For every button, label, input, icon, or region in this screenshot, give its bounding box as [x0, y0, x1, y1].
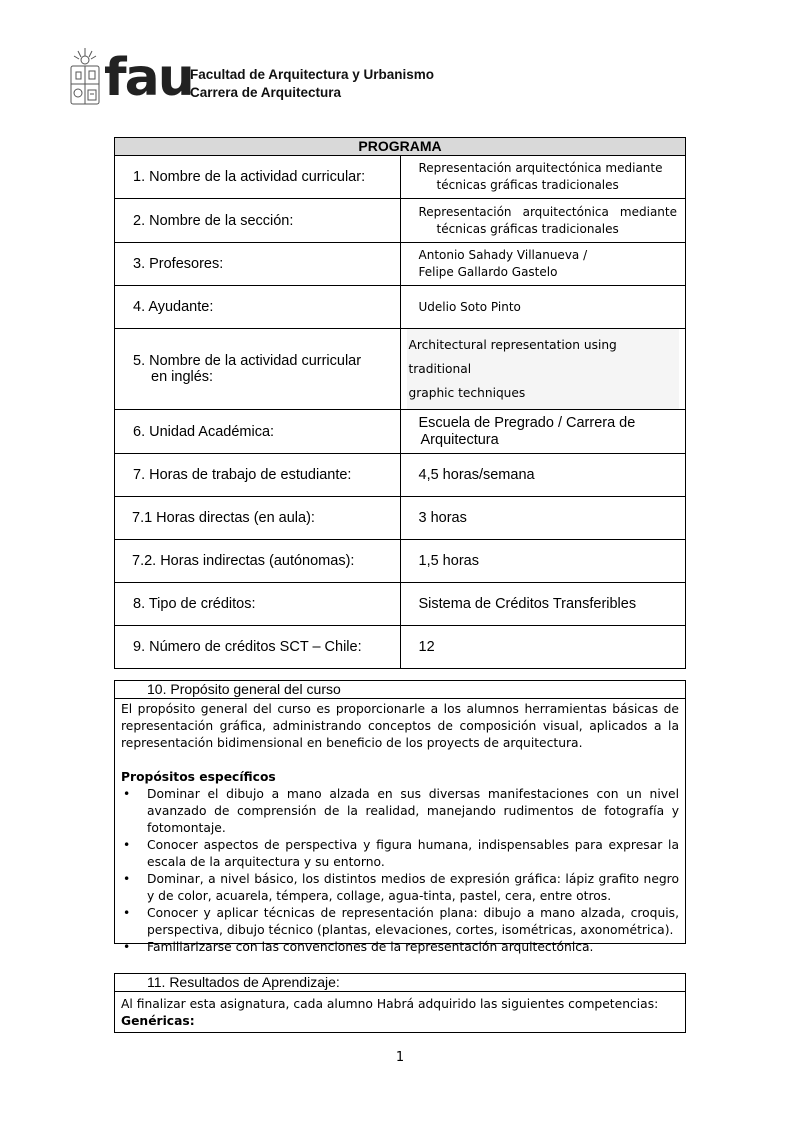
proposito-section: [114, 680, 686, 954]
resultados-section: [114, 973, 686, 1033]
row-label: 7.2. Horas indirectas (autónomas):: [115, 540, 401, 583]
career-name: Carrera de Arquitectura: [190, 85, 342, 100]
section-heading: 10. Propósito general del curso: [115, 681, 685, 699]
row-label: [115, 329, 401, 410]
row-label: 2. Nombre de la sección:: [115, 199, 401, 243]
specific-purposes-list: [121, 786, 679, 956]
specific-purposes-title: Propósitos específicos: [121, 770, 276, 784]
section-body: [115, 699, 685, 956]
row-value: Sistema de Créditos Transferibles: [400, 583, 686, 626]
row-value: [400, 329, 686, 410]
row-label: 7. Horas de trabajo de estudiante:: [115, 454, 401, 497]
value-line: Arquitectura: [420, 431, 499, 448]
row-label: 7.1 Horas directas (en aula):: [115, 497, 401, 540]
row-label: 1. Nombre de la actividad curricular:: [115, 156, 401, 199]
resultados-intro: Al finalizar esta asignatura, cada alumno Habrá adquirido las siguientes competencias:: [121, 997, 659, 1011]
list-item: • Dominar, a nivel básico, los distintos medios de expresión gráfica: lápiz grafito negro y de color, acuarela, témpera, collage, agua-tinta, pastel, cera, entre otros.: [121, 871, 679, 905]
row-label: 9. Número de créditos SCT – Chile:: [115, 626, 401, 669]
row-value: [400, 410, 686, 454]
table-row: [115, 626, 686, 669]
list-item: • Conocer aspectos de perspectiva y figura humana, indispensables para expresar la escala de la arquitectura y su entorno.: [121, 837, 679, 871]
section-heading: 11. Resultados de Aprendizaje:: [115, 974, 685, 992]
row-value: 1,5 horas: [400, 540, 686, 583]
list-item: • Familiarizarse con las convenciones de la representación arquitectónica.: [121, 939, 679, 956]
table-row: [115, 156, 686, 199]
programa-title: PROGRAMA: [115, 138, 686, 156]
table-row: [115, 199, 686, 243]
page-number: 1: [395, 1050, 405, 1065]
value-line: técnicas gráficas tradicionales: [436, 178, 619, 192]
list-item: • Conocer y aplicar técnicas de representación plana: dibujo a mano alzada, croquis, perspectiva, dibujo técnico (plantas, elevaciones, cortes, isométricas, axonométrica).: [121, 905, 679, 939]
value-line: Felipe Gallardo Gastelo: [418, 265, 558, 279]
row-value: [400, 243, 686, 286]
section-body: [115, 992, 685, 1030]
header-text: [190, 66, 434, 102]
label-line: en inglés:: [151, 369, 214, 385]
row-value: Udelio Soto Pinto: [400, 286, 686, 329]
row-value: 12: [400, 626, 686, 669]
table-row: [115, 329, 686, 410]
value-line: Representación arquitectónica mediante: [418, 204, 677, 219]
general-purpose-text: El propósito general del curso es proporcionarle a los alumnos herramientas básicas de representación gráfica, administrando conceptos de composición visual, aplicados a la representación bidimensional en beneficio de los proyects de arquitectura.: [121, 702, 679, 750]
table-row: [115, 410, 686, 454]
value-line: técnicas gráficas tradicionales: [436, 221, 619, 236]
row-label: 6. Unidad Académica:: [115, 410, 401, 454]
list-item: • Dominar el dibujo a mano alzada en sus diversas manifestaciones con un nivel avanzado de comprensión de la realidad, manejando rudimentos de fotografía y fotomontaje.: [121, 786, 679, 837]
row-label: 8. Tipo de créditos:: [115, 583, 401, 626]
value-line: Escuela de Pregrado / Carrera de: [418, 414, 636, 431]
fau-logo: fau: [104, 48, 193, 108]
genericas-label: Genéricas:: [121, 1014, 195, 1028]
university-seal-icon: [68, 46, 102, 110]
table-row: [115, 540, 686, 583]
value-line: Representación arquitectónica mediante: [418, 161, 663, 175]
row-value: [400, 199, 686, 243]
english-name-box: [407, 329, 680, 409]
table-row: [115, 454, 686, 497]
programa-table: [114, 137, 686, 669]
label-line: 5. Nombre de la actividad curricular: [133, 353, 362, 369]
table-row: [115, 243, 686, 286]
table-row: [115, 286, 686, 329]
table-row: [115, 583, 686, 626]
row-value: 4,5 horas/semana: [400, 454, 686, 497]
value-line: Antonio Sahady Villanueva /: [418, 248, 588, 262]
value-line: graphic techniques: [408, 386, 526, 400]
row-value: 3 horas: [400, 497, 686, 540]
table-row: [115, 497, 686, 540]
faculty-name: Facultad de Arquitectura y Urbanismo: [190, 67, 435, 82]
value-line: Architectural representation using traditional: [408, 338, 617, 376]
row-label: 4. Ayudante:: [115, 286, 401, 329]
row-value: [400, 156, 686, 199]
row-label: 3. Profesores:: [115, 243, 401, 286]
